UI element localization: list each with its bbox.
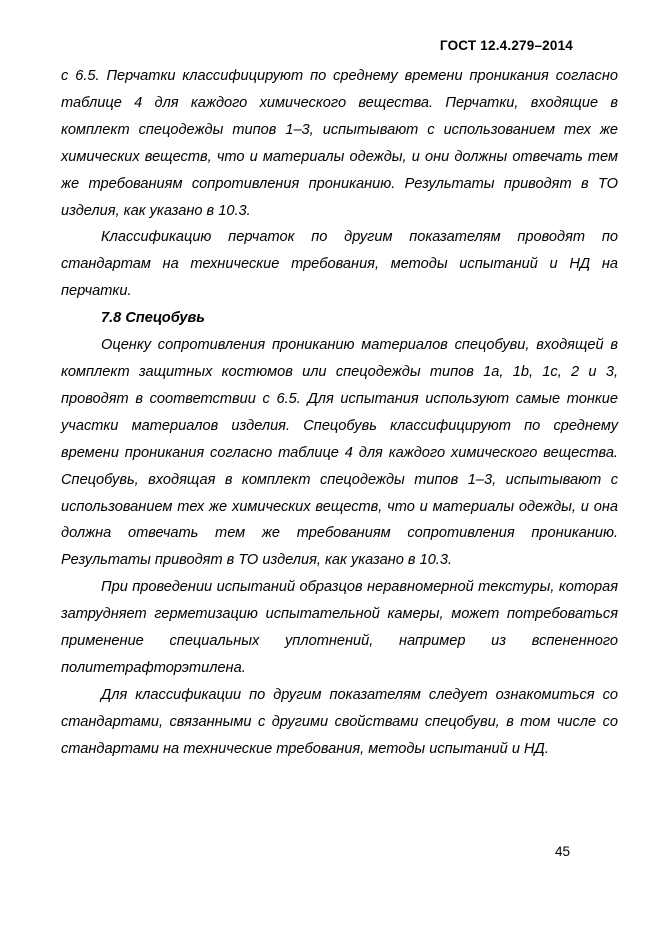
paragraph-gloves-continuation: с 6.5. Перчатки классифицируют по среднему времени проникания согласно таблице 4 для каждого химического вещества. Перчатки, входящие в комплект спецодежды типов 1–3, испытывают с использованием тех же химических веществ, что и материалы одежды, и они должны отвечать тем же требованиям сопротивления прониканию. Результаты приводят в ТО изделия, как указано в 10.3. xyxy=(61,68,618,219)
paragraph-other-classification: Для классификации по другим показателям следует ознакомиться со стандартами, связанными с другими свойствами спецобуви, в том числе со стандартами на технические требования, методы испытаний и НД. xyxy=(61,686,618,757)
paragraph-gloves-other-indicators: Классификацию перчаток по другим показателям проводят по стандартам на технические требования, методы испытаний и НД на перчатки. xyxy=(61,229,618,300)
document-code-header: ГОСТ 12.4.279–2014 xyxy=(439,38,573,53)
paragraph-footwear-assessment: Оценку сопротивления прониканию материалов спецобуви, входящей в комплект защитных костюмов или спецодежды типов 1a, 1b, 1c, 2 и 3, проводят в соответствии с 6.5. Для испытания используют самые тонкие участки материалов изделия. Спецобувь классифицируют по среднему времени проникания согласно таблице 4 для каждого химического вещества. Спецобувь, входящая в комплект спецодежды типов 1–3, испытывают с использованием тех же химических веществ, что и материалы одежды, и она должна отвечать тем же требованиям сопротивления прониканию. Результаты приводят в ТО изделия, как указано в 10.3. xyxy=(61,337,618,569)
paragraph-uneven-texture: При проведении испытаний образцов неравномерной текстуры, которая затрудняет герметизацию испытательной камеры, может потребоваться применение специальных уплотнений, например из вспененного политетрафторэтилена. xyxy=(61,579,618,676)
body-text xyxy=(61,63,618,763)
page-number: 45 xyxy=(554,844,570,859)
section-heading: 7.8 Спецобувь xyxy=(101,310,205,327)
